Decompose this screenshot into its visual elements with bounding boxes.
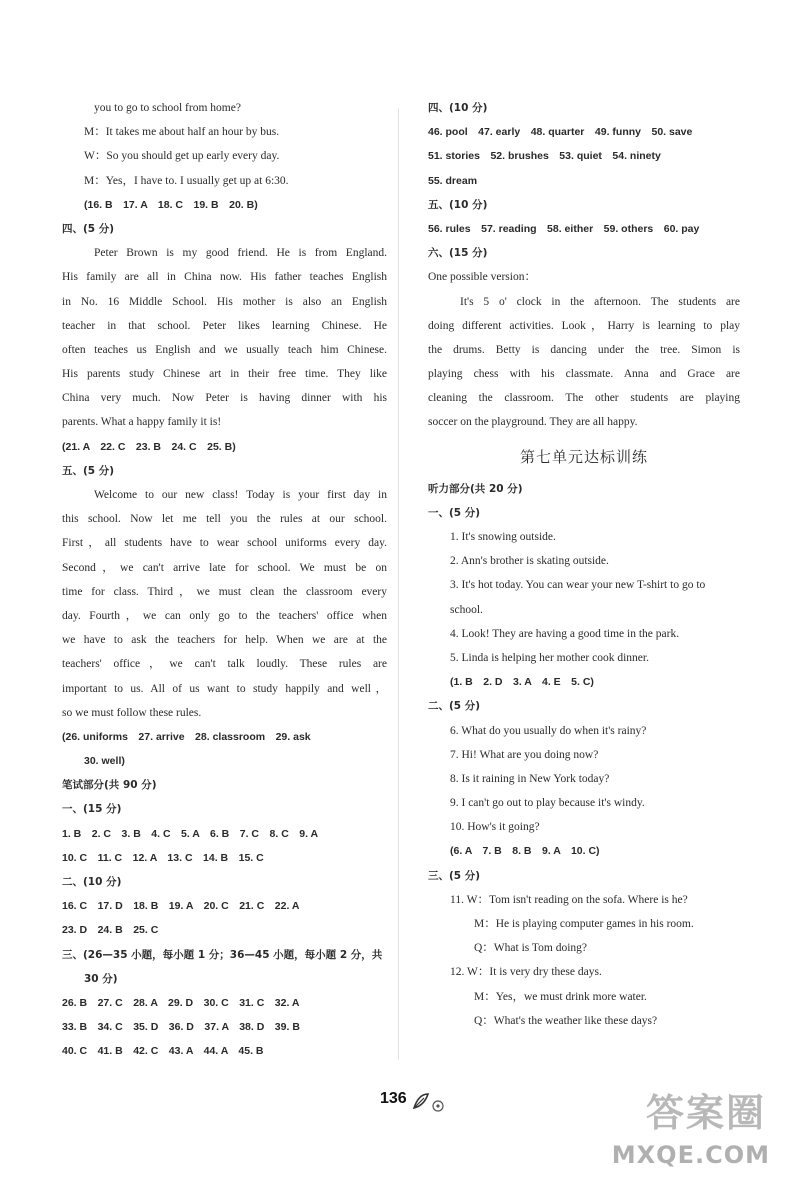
passage-line: teachers' office，we can't talk loudly. These rules are bbox=[62, 658, 387, 671]
essay-line: It's 5 o' clock in the afternoon. The students are bbox=[460, 295, 740, 308]
answer-row: 23. D 24. B 25. C bbox=[62, 924, 159, 937]
script-line: M：Yes，we must drink more water. bbox=[474, 990, 647, 1003]
script-line: 12. W：It is very dry these days. bbox=[450, 966, 602, 979]
written-part-heading: 笔试部分(共 90 分) bbox=[62, 779, 157, 792]
passage-line: day. Fourth，we can only go to the teachers' office when bbox=[62, 609, 387, 622]
written-section-3-heading: 三、(26—35 小题，每小题 1 分；36—45 小题，每小题 2 分，共 bbox=[62, 948, 383, 961]
answer-key-21-25: (21. A 22. C 23. B 24. C 25. B) bbox=[62, 440, 236, 453]
watermark-logo-text: 答案圈 bbox=[645, 1091, 766, 1135]
passage-line: China very much. Now Peter is having dinner with his bbox=[62, 392, 387, 405]
passage-line: important to us. All of us want to study happily and well， bbox=[62, 682, 387, 695]
answer-row: 46. pool 47. early 48. quarter 49. funny 50. save bbox=[428, 126, 693, 139]
passage-line: so we must follow these rules. bbox=[62, 706, 202, 719]
dialogue-line: M：It takes me about half an hour by bus. bbox=[84, 126, 280, 139]
script-line: 8. Is it raining in New York today? bbox=[450, 772, 610, 785]
passage-line: time for class. Third，we must clean the classroom every bbox=[62, 585, 387, 598]
answer-row: 26. B 27. C 28. A 29. D 30. C 31. C 32. A bbox=[62, 996, 300, 1009]
answer-row: 1. B 2. C 3. B 4. C 5. A 6. B 7. C 8. C 9. A bbox=[62, 827, 319, 840]
section-heading-5: 五、(10 分) bbox=[428, 198, 488, 211]
passage-line: Peter Brown is my good friend. He is from England. bbox=[94, 247, 387, 260]
script-line: 9. I can't go out to play because it's windy. bbox=[450, 797, 645, 810]
passage-line: teacher in that school. Peter likes learning Chinese. He bbox=[62, 319, 387, 332]
passage-line: in No. 16 Middle School. His mother is also an English bbox=[62, 295, 387, 308]
listening-section-2-heading: 二、(5 分) bbox=[428, 700, 481, 713]
section-heading-5: 五、(5 分) bbox=[62, 464, 115, 477]
script-line: M：He is playing computer games in his room. bbox=[474, 918, 694, 930]
script-line: school. bbox=[450, 603, 483, 616]
section-heading-6: 六、(15 分) bbox=[428, 247, 488, 260]
answer-key-6-10: (6. A 7. B 8. B 9. A 10. C) bbox=[450, 845, 600, 858]
page-number: 136 bbox=[380, 1090, 407, 1107]
leaf-logo-icon bbox=[410, 1090, 450, 1114]
watermark-url: MXQE.COM bbox=[611, 1141, 770, 1169]
answer-key-1-5: (1. B 2. D 3. A 4. E 5. C) bbox=[450, 676, 594, 689]
script-line: 10. How's it going? bbox=[450, 821, 540, 834]
answer-key-26-30-cont: 30. well) bbox=[84, 755, 125, 768]
written-section-2-heading: 二、(10 分) bbox=[62, 876, 122, 888]
column-divider bbox=[398, 108, 399, 1060]
right-column bbox=[428, 96, 740, 1033]
dialogue-line: W：So you should get up early every day. bbox=[84, 150, 280, 163]
answer-row: 55. dream bbox=[428, 174, 478, 187]
answer-key-16-20: (16. B 17. A 18. C 19. B 20. B) bbox=[84, 198, 258, 211]
script-line: Q：What is Tom doing? bbox=[474, 942, 588, 955]
answer-row: 33. B 34. C 35. D 36. D 37. A 38. D 39. B bbox=[62, 1021, 300, 1034]
script-line: 6. What do you usually do when it's rainy? bbox=[450, 724, 647, 737]
passage-line: Welcome to our new class! Today is your first day in bbox=[94, 489, 387, 501]
essay-line: soccer on the playground. They are all happy. bbox=[428, 416, 638, 429]
script-line: 1. It's snowing outside. bbox=[450, 531, 556, 543]
script-line: Q：What's the weather like these days? bbox=[474, 1014, 658, 1027]
unit-title: 第七单元达标训练 bbox=[519, 449, 648, 466]
section-heading-4: 四、(5 分) bbox=[62, 222, 115, 235]
essay-line: playing chess with his classmate. Anna and Grace are bbox=[428, 368, 740, 381]
passage-line: First，all students have to wear school uniforms every day. bbox=[62, 537, 387, 550]
answer-row: 10. C 11. C 12. A 13. C 14. B 15. C bbox=[62, 851, 264, 864]
written-section-1-heading: 一、(15 分) bbox=[62, 803, 122, 816]
dialogue-line: you to go to school from home? bbox=[94, 102, 241, 114]
answer-row: 40. C 41. B 42. C 43. A 44. A 45. B bbox=[62, 1045, 264, 1058]
passage-line: Second，we can't arrive late for school. We must be on bbox=[62, 561, 387, 574]
essay-line: doing different activities. Look，Harry is learning to play bbox=[428, 319, 740, 332]
script-line: 4. Look! They are having a good time in the park. bbox=[450, 627, 680, 640]
essay-line: the drums. Betty is dancing under the tree. Simon is bbox=[428, 343, 740, 356]
dialogue-line: M：Yes，I have to. I usually get up at 6:30. bbox=[84, 174, 289, 187]
script-line: 2. Ann's brother is skating outside. bbox=[450, 555, 609, 568]
answer-key-26-30: (26. uniforms 27. arrive 28. classroom 29. ask bbox=[62, 730, 311, 743]
answer-row: 16. C 17. D 18. B 19. A 20. C 21. C 22. A bbox=[62, 900, 300, 913]
listening-section-3-heading: 三、(5 分) bbox=[428, 869, 481, 882]
script-line: 11. W：Tom isn't reading on the sofa. Where is he? bbox=[450, 893, 688, 906]
answer-row: 56. rules 57. reading 58. either 59. others 60. pay bbox=[428, 222, 700, 235]
left-column bbox=[62, 96, 387, 1064]
essay-line: cleaning the classroom. The other students are playing bbox=[428, 392, 740, 405]
script-line: 7. Hi! What are you doing now? bbox=[450, 748, 599, 761]
passage-line: this school. Now let me tell you the rules at our school. bbox=[62, 513, 387, 526]
written-section-3-heading-cont: 30 分) bbox=[84, 972, 118, 985]
listening-section-1-heading: 一、(5 分) bbox=[428, 506, 481, 519]
passage-line: often teaches us English and we usually teach him Chinese. bbox=[62, 343, 387, 356]
section-heading-4: 四、(10 分) bbox=[428, 102, 488, 114]
script-line: 3. It's hot today. You can wear your new T-shirt to go to bbox=[450, 579, 706, 592]
listening-part-heading: 听力部分(共 20 分) bbox=[428, 482, 523, 495]
passage-line: we have to ask the teachers for help. When we are at the bbox=[62, 634, 387, 647]
answer-row: 51. stories 52. brushes 53. quiet 54. ninety bbox=[428, 150, 661, 163]
passage-line: His family are all in China now. His father teaches English bbox=[62, 271, 387, 284]
script-line: 5. Linda is helping her mother cook dinner. bbox=[450, 651, 649, 664]
passage-line: His parents study Chinese art in their free time. They like bbox=[62, 368, 387, 381]
sample-intro: One possible version： bbox=[428, 271, 536, 284]
passage-line: parents. What a happy family it is! bbox=[62, 416, 222, 429]
